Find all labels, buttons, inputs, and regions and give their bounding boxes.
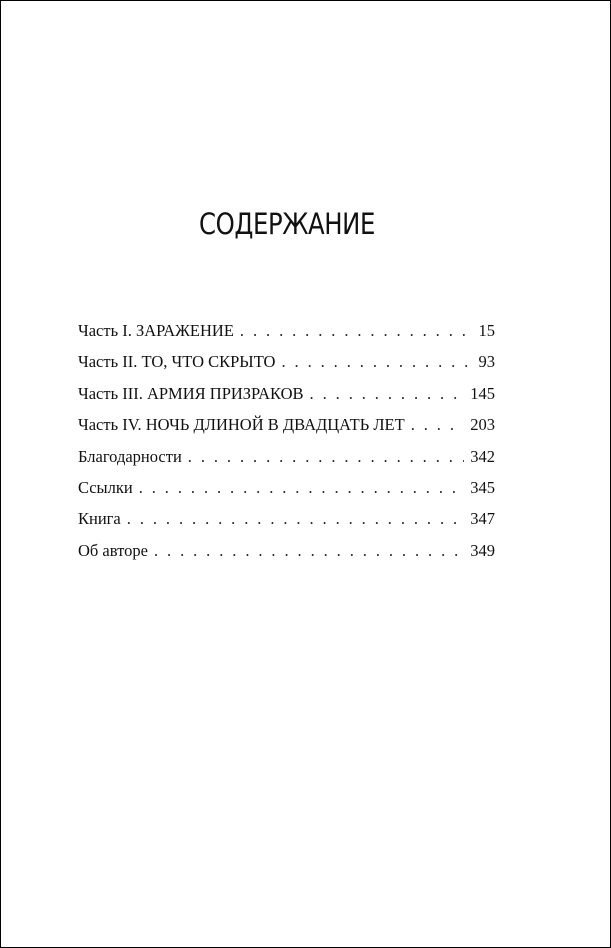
contents-heading: СОДЕРЖАНИЕ — [199, 207, 375, 241]
toc-entry-page: 15 — [478, 321, 495, 340]
dot-leader — [188, 447, 464, 467]
toc-entry-title: Часть II. ТО, ЧТО СКРЫТО — [78, 352, 276, 372]
toc-entry-title: Об авторе — [78, 540, 148, 560]
toc-entry — [78, 384, 495, 415]
toc-entry-page: 93 — [478, 352, 495, 372]
toc-entry-title: Часть I. ЗАРАЖЕНИЕ — [78, 321, 234, 340]
toc-entry-title: Книга — [78, 509, 121, 529]
toc-entry-title: Ссылки — [78, 477, 133, 497]
toc-entry — [78, 321, 495, 352]
toc-entry-title: Часть IV. НОЧЬ ДЛИНОЙ В ДВАДЦАТЬ ЛЕТ — [78, 415, 405, 435]
toc-entry-page: 347 — [470, 509, 495, 529]
dot-leader — [310, 384, 465, 404]
dot-leader — [154, 541, 464, 561]
dot-leader — [411, 415, 465, 435]
toc-entry-page: 342 — [470, 446, 495, 466]
table-of-contents — [78, 321, 495, 572]
toc-entry-page: 203 — [470, 415, 495, 435]
dot-leader — [281, 352, 472, 372]
toc-entry-title: Благодарности — [78, 446, 182, 466]
toc-entry — [78, 447, 495, 478]
toc-entry-title: Часть III. АРМИЯ ПРИЗРАКОВ — [78, 383, 304, 403]
toc-entry — [78, 509, 495, 540]
toc-entry — [78, 415, 495, 446]
dot-leader — [139, 478, 465, 498]
toc-entry — [78, 541, 495, 572]
dot-leader — [240, 321, 473, 341]
toc-entry-page: 349 — [470, 540, 495, 560]
dot-leader — [127, 509, 464, 529]
toc-entry — [78, 352, 495, 383]
toc-entry-page: 345 — [470, 477, 495, 497]
toc-entry — [78, 478, 495, 509]
toc-entry-page: 145 — [470, 383, 495, 403]
